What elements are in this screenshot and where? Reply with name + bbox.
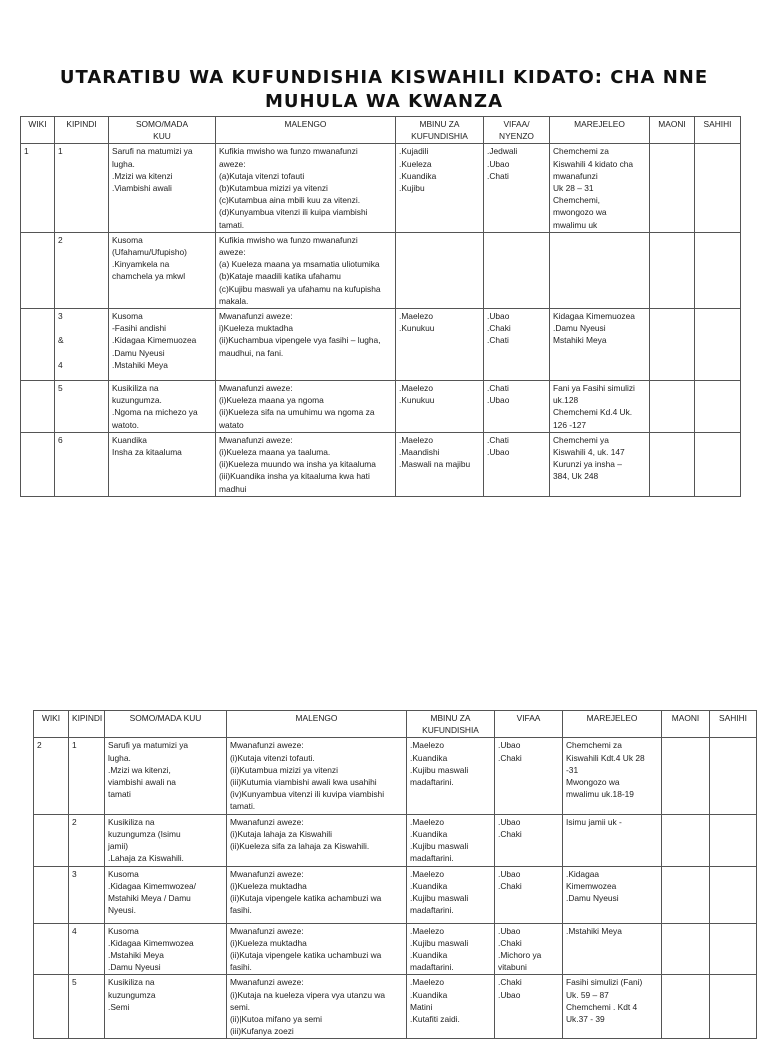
table-cell — [34, 975, 69, 1039]
table-cell: .Maelezo .Kujibu maswali .Kuandika madaftarini. — [407, 923, 495, 975]
table-cell: Fani ya Fasihi simulizi uk.128 Chemchemi Kd.4 Uk. 126 -127 — [550, 381, 650, 433]
table-cell: 1 — [69, 738, 105, 814]
table-cell: Mwanafunzi aweze: (i)Kutaja vitenzi tofauti. (ii)Kutambua mizizi ya vitenzi (iii)Kutumia viambishi awali kwa usahihi (iv)Kunyambua vitenzi ili kuvipa viambishi tamati. — [227, 738, 407, 814]
table-cell: Kusoma .Kidagaa Kimemwozea .Mstahiki Meya .Damu Nyeusi — [105, 923, 227, 975]
table-cell: Fasihi simulizi (Fani) Uk. 59 – 87 Chemchemi . Kdt 4 Uk.37 - 39 — [563, 975, 662, 1039]
title-line-1: UTARATIBU WA KUFUNDISHIA KISWAHILI KIDATO: CHA NNE — [59, 67, 709, 88]
table-cell — [710, 814, 757, 866]
table-cell: Mwanafunzi aweze: (i)Kueleza muktadha (ii)Kutaja vipengele katika achambuzi wa fasihi. — [227, 866, 407, 923]
table-cell — [650, 381, 695, 433]
table-row — [21, 381, 741, 433]
scheme-table-week-2 — [33, 710, 757, 1039]
table-cell: Kusikiliza na kuzungumza. .Ngoma na michezo ya watoto. — [109, 381, 216, 433]
table-row — [34, 814, 757, 866]
table-cell: Kusikiliza na kuzungumza (Isimu jamii) .Lahaja za Kiswahili. — [105, 814, 227, 866]
column-header: VIFAA/ NYENZO — [484, 117, 550, 144]
table-cell: .Kujadili .Kueleza .Kuandika .Kujibu — [396, 144, 484, 232]
table-cell: .Ubao .Chaki — [495, 814, 563, 866]
table-cell: 2 — [55, 232, 109, 308]
table-cell: .Kidagaa Kimemwozea .Damu Nyeusi — [563, 866, 662, 923]
column-header: MALENGO — [216, 117, 396, 144]
table-cell: Chemchemi za Kiswahili 4 kidato cha mwanafunzi Uk 28 – 31 Chemchemi, mwongozo wa mwalimu uk — [550, 144, 650, 232]
table-row — [34, 738, 757, 814]
table-cell — [662, 975, 710, 1039]
table-cell: .Chati .Ubao — [484, 432, 550, 496]
column-header: MBINU ZA KUFUNDISHIA — [407, 711, 495, 738]
table-cell — [34, 923, 69, 975]
column-header: WIKI — [34, 711, 69, 738]
table-cell: 6 — [55, 432, 109, 496]
table-cell — [21, 381, 55, 433]
table-cell: .Chati .Ubao — [484, 381, 550, 433]
table-cell: 5 — [55, 381, 109, 433]
table-cell — [484, 232, 550, 308]
table-cell: 2 — [34, 738, 69, 814]
column-header: VIFAA — [495, 711, 563, 738]
table-cell: .Ubao .Chaki .Michoro ya vitabuni — [495, 923, 563, 975]
table-cell: 5 — [69, 975, 105, 1039]
table-row — [34, 866, 757, 923]
table-cell — [695, 232, 741, 308]
table-cell: 4 — [69, 923, 105, 975]
table-cell — [710, 975, 757, 1039]
table-cell — [662, 866, 710, 923]
table-row — [21, 232, 741, 308]
column-header: WIKI — [21, 117, 55, 144]
table-cell — [710, 866, 757, 923]
table-cell: Kidagaa Kimemuozea .Damu Nyeusi Mstahiki Meya — [550, 309, 650, 381]
table-row — [21, 309, 741, 381]
table-cell — [650, 232, 695, 308]
table-cell: Chemchemi ya Kiswahili 4, uk. 147 Kurunzi ya insha – 384, Uk 248 — [550, 432, 650, 496]
table-cell: Sarufi ya matumizi ya lugha. .Mzizi wa kitenzi, viambishi awali na tamati — [105, 738, 227, 814]
table-cell: 2 — [69, 814, 105, 866]
table-cell: .Mstahiki Meya — [563, 923, 662, 975]
table-cell: Chemchemi za Kiswahili Kdt.4 Uk 28 -31 Mwongozo wa mwalimu uk.18-19 — [563, 738, 662, 814]
table-cell: Mwanafunzi aweze: (i)Kueleza maana ya ngoma (ii)Kueleza sifa na umuhimu wa ngoma za watato — [216, 381, 396, 433]
table-cell: Sarufi na matumizi ya lugha. .Mzizi wa kitenzi .Viambishi awali — [109, 144, 216, 232]
table-cell: .Jedwali .Ubao .Chati — [484, 144, 550, 232]
table-cell — [695, 144, 741, 232]
table-cell — [34, 866, 69, 923]
column-header: KIPINDI — [55, 117, 109, 144]
table-cell — [662, 814, 710, 866]
table-cell: Isimu jamii uk - — [563, 814, 662, 866]
table-cell: .Ubao .Chaki .Chati — [484, 309, 550, 381]
table-cell — [21, 309, 55, 381]
column-header: MAREJELEO — [550, 117, 650, 144]
table-cell: .Maelezo .Kunukuu — [396, 309, 484, 381]
table-header-row — [21, 117, 741, 144]
table-cell: .Chaki .Ubao — [495, 975, 563, 1039]
column-header: SOMO/MADA KUU — [105, 711, 227, 738]
scheme-table-week-1 — [20, 116, 741, 497]
column-header: MAONI — [662, 711, 710, 738]
table-cell — [396, 232, 484, 308]
table-cell: 1 — [55, 144, 109, 232]
column-header: MBINU ZA KUFUNDISHIA — [396, 117, 484, 144]
table-cell — [650, 144, 695, 232]
table-cell — [650, 309, 695, 381]
table-row — [21, 432, 741, 496]
table-cell: Kuandika Insha za kitaaluma — [109, 432, 216, 496]
column-header: MAREJELEO — [563, 711, 662, 738]
table-header-row — [34, 711, 757, 738]
table-cell: .Maelezo .Kuandika .Kujibu maswali madaftarini. — [407, 814, 495, 866]
table-cell: Kufikia mwisho wa funzo mwanafunzi aweze: (a)Kutaja vitenzi tofauti (b)Kutambua mizizi ya vitenzi (c)Kutambua aina mbili kuu za vitenzi. (d)Kunyambua vitenzi ili kuipa viambishi tamati. — [216, 144, 396, 232]
table-cell: .Maelezo .Kuandika Matini .Kutafiti zaidi. — [407, 975, 495, 1039]
table-cell: .Maelezo .Kuandika .Kujibu maswali madaftarini. — [407, 738, 495, 814]
column-header: SAHIHI — [710, 711, 757, 738]
table-cell: Kusoma (Ufahamu/Ufupisho) .Kinyamkela na chamchela ya mkwl — [109, 232, 216, 308]
table-cell: 3 — [69, 866, 105, 923]
table-cell — [650, 432, 695, 496]
table-cell — [710, 738, 757, 814]
table-cell — [695, 381, 741, 433]
table-cell: .Ubao .Chaki — [495, 866, 563, 923]
table-cell: Mwanafunzi aweze: i)Kueleza muktadha (ii)Kuchambua vipengele vya fasihi – lugha, maudhui, na fani. — [216, 309, 396, 381]
table-cell: Mwanafunzi aweze: (i)Kutaja lahaja za Kiswahili (ii)Kueleza sifa za lahaja za Kiswahili. — [227, 814, 407, 866]
column-header: KIPINDI — [69, 711, 105, 738]
table-cell: .Ubao .Chaki — [495, 738, 563, 814]
table-cell: Mwanafunzi aweze: (i)Kueleza muktadha (ii)Kutaja vipengele katika uchambuzi wa fasihi. — [227, 923, 407, 975]
title-line-2: MUHULA WA KWANZA — [264, 91, 504, 112]
table-cell — [695, 432, 741, 496]
document-title — [0, 66, 768, 114]
table-cell — [550, 232, 650, 308]
table-cell — [21, 432, 55, 496]
table-cell: .Maelezo .Kuandika .Kujibu maswali madaftarini. — [407, 866, 495, 923]
table-cell: 3 & 4 — [55, 309, 109, 381]
column-header: SAHIHI — [695, 117, 741, 144]
table-row — [34, 975, 757, 1039]
table-cell — [34, 814, 69, 866]
table-cell — [21, 232, 55, 308]
table-row — [34, 923, 757, 975]
table-cell: Mwanafunzi aweze: (i)Kutaja na kueleza vipera vya utanzu wa semi. (ii)|Kutoa mifano ya semi (iii)Kufanya zoezi — [227, 975, 407, 1039]
table-cell: Kufikia mwisho wa funzo mwanafunzi aweze: (a) Kueleza maana ya msamatia uliotumika (b)Kataje maadili katika ufahamu (c)Kujibu maswali ya ufahamu na kufupisha makala. — [216, 232, 396, 308]
table-row — [21, 144, 741, 232]
table-cell: 1 — [21, 144, 55, 232]
column-header: MAONI — [650, 117, 695, 144]
table-cell — [662, 923, 710, 975]
table-cell: Kusoma .Kidagaa Kimemwozea/ Mstahiki Meya / Damu Nyeusi. — [105, 866, 227, 923]
table-cell — [710, 923, 757, 975]
table-cell: Kusoma -Fasihi andishi .Kidagaa Kimemuozea .Damu Nyeusi .Mstahiki Meya — [109, 309, 216, 381]
table-cell: Mwanafunzi aweze: (i)Kueleza maana ya taaluma. (ii)Kueleza muundo wa insha ya kitaaluma (iii)Kuandika insha ya kitaaluma kwa hati madhui — [216, 432, 396, 496]
table-cell: .Maelezo .Maandishi .Maswali na majibu — [396, 432, 484, 496]
column-header: MALENGO — [227, 711, 407, 738]
table-cell — [695, 309, 741, 381]
table-cell — [662, 738, 710, 814]
table-cell: Kusikiliza na kuzungumza .Semi — [105, 975, 227, 1039]
table-cell: .Maelezo .Kunukuu — [396, 381, 484, 433]
column-header: SOMO/MADA KUU — [109, 117, 216, 144]
